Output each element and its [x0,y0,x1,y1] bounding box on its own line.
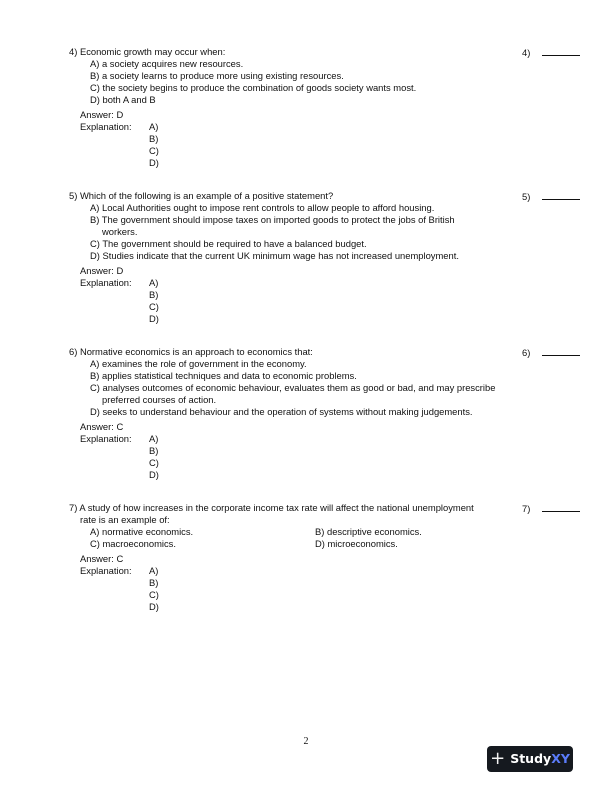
answer-line: Answer: D [80,265,124,276]
explanation-letter: B) [149,445,159,456]
logo-text-prefix: Study [510,751,552,766]
explanation-letter: D) [149,469,159,480]
option-d: D) Studies indicate that the current UK minimum wage has not increased unemployment. [90,250,459,261]
options-grid [90,526,509,550]
question-stem-line: 7) A study of how increases in the corporate income tax rate will affect the national unemployment [69,502,474,513]
question-stem [69,346,531,358]
explanation-block [80,433,509,481]
explanation-letter: C) [149,145,159,156]
answer-blank-area[interactable] [522,502,580,515]
answer-blank-area[interactable] [522,190,580,203]
question-stem [69,46,531,58]
explanation-letter: A) [149,433,159,444]
explanation-block [80,121,509,169]
question-number: 6) [522,347,531,358]
explanation-letter: D) [149,601,159,612]
option-c: C) the society begins to produce the combination of goods society wants most. [90,82,417,93]
answer-blank-area[interactable] [522,346,580,359]
option-text: C) analyses outcomes of economic behaviour, evaluates them as good or bad, and may prescribe [90,382,496,393]
explanation-label: Explanation: [80,433,132,444]
option-b [90,214,509,238]
question-stem [69,190,531,202]
explanation-label: Explanation: [80,565,132,576]
option-b: B) a society learns to produce more using existing resources. [90,70,344,81]
question-number: 5) [522,191,531,202]
option-d: D) both A and B [90,94,156,105]
option-a: A) examines the role of government in the economy. [90,358,307,369]
question-stem [69,502,531,526]
options-list [90,358,509,418]
option-d: D) seeks to understand behaviour and the operation of systems without making judgements. [90,406,473,417]
explanation-letter: D) [149,313,159,324]
question-stem-line: 5) Which of the following is an example of a positive statement? [69,190,334,201]
explanation-letter: B) [149,133,159,144]
answer-line: Answer: D [80,109,124,120]
option-c: C) macroeconomics. [90,538,176,549]
options-list [90,58,509,106]
explanation-letter: A) [149,277,159,288]
option-b: B) applies statistical techniques and data to economic problems. [90,370,357,381]
question-7 [69,502,531,613]
explanation-letter: B) [149,289,159,300]
explanation-block [80,277,509,325]
question-stem-line: 4) Economic growth may occur when: [69,46,226,57]
explanation-letter: B) [149,577,159,588]
option-a: A) Local Authorities ought to impose rent controls to allow people to afford housing. [90,202,435,213]
answer-blank[interactable] [542,46,580,56]
logo-text-suffix: XY [551,751,570,766]
question-number: 4) [522,47,531,58]
option-text-continued: workers. [102,226,138,237]
option-d: D) microeconomics. [315,538,398,549]
option-c: C) The government should be required to have a balanced budget. [90,238,367,249]
option-a: A) normative economics. [90,526,194,537]
answer-blank[interactable] [542,502,580,512]
explanation-letter: D) [149,157,159,168]
option-a: A) a society acquires new resources. [90,58,244,69]
explanation-letter: A) [149,565,159,576]
option-text-continued: preferred courses of action. [102,394,217,405]
page-number: 2 [303,736,309,747]
explanation-letter: A) [149,121,159,132]
explanation-label: Explanation: [80,277,132,288]
explanation-label: Explanation: [80,121,132,132]
explanation-letter: C) [149,589,159,600]
answer-blank[interactable] [542,190,580,200]
question-5 [69,190,531,325]
option-c [90,382,509,406]
answer-blank-area[interactable] [522,46,580,59]
question-6 [69,346,531,481]
explanation-block [80,565,509,613]
question-stem-line-continued: rate is an example of: [80,514,170,525]
question-4 [69,46,531,169]
question-number: 7) [522,503,531,514]
answer-line: Answer: C [80,553,124,564]
option-text: B) The government should impose taxes on imported goods to protect the jobs of British [90,214,455,225]
plus-icon: + [490,748,506,769]
studyxy-logo[interactable] [487,746,573,772]
explanation-letter: C) [149,301,159,312]
answer-line: Answer: C [80,421,124,432]
explanation-letter: C) [149,457,159,468]
options-list [90,202,509,262]
question-stem-line: 6) Normative economics is an approach to economics that: [69,346,313,357]
option-b: B) descriptive economics. [315,526,422,537]
answer-blank[interactable] [542,346,580,356]
